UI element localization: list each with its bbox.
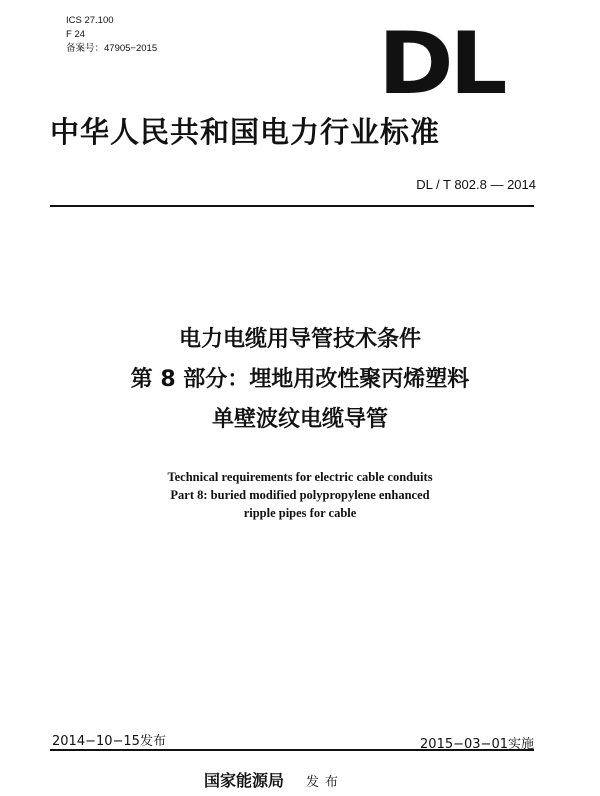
classification-block: [66, 14, 157, 56]
chinese-title-line-2: 第 8 部分：埋地用改性聚丙烯塑料: [130, 367, 470, 392]
top-divider: [50, 205, 534, 207]
chinese-title-line-1: 电力电缆用导管技术条件: [178, 327, 421, 352]
english-title-line-2: Part 8: buried modified polypropylene enhanced: [170, 488, 430, 502]
record-number: 备案号：47905−2015: [66, 43, 158, 54]
chinese-title: [0, 320, 600, 440]
english-title-line-3: ripple pipes for cable: [243, 506, 357, 520]
issue-date: 2014−10−15发布: [52, 734, 166, 749]
issuer-name: 国家能源局: [204, 771, 285, 790]
standard-number: DL / T 802.8 — 2014: [416, 177, 536, 192]
issue-label: 发布: [306, 775, 345, 790]
english-title: [0, 468, 600, 522]
category-code: F 24: [66, 29, 86, 40]
implementation-date: 2015−03−01实施: [420, 737, 534, 752]
organization-title: 中华人民共和国电力行业标准: [50, 115, 441, 149]
english-title-line-1: Technical requirements for electric cable conduits: [167, 470, 433, 484]
bottom-divider: [50, 749, 534, 751]
chinese-title-line-3: 单壁波纹电缆导管: [211, 407, 388, 432]
issuing-authority: [204, 768, 344, 791]
dl-logo: DL: [378, 14, 504, 114]
ics-code: ICS 27.100: [66, 15, 114, 26]
